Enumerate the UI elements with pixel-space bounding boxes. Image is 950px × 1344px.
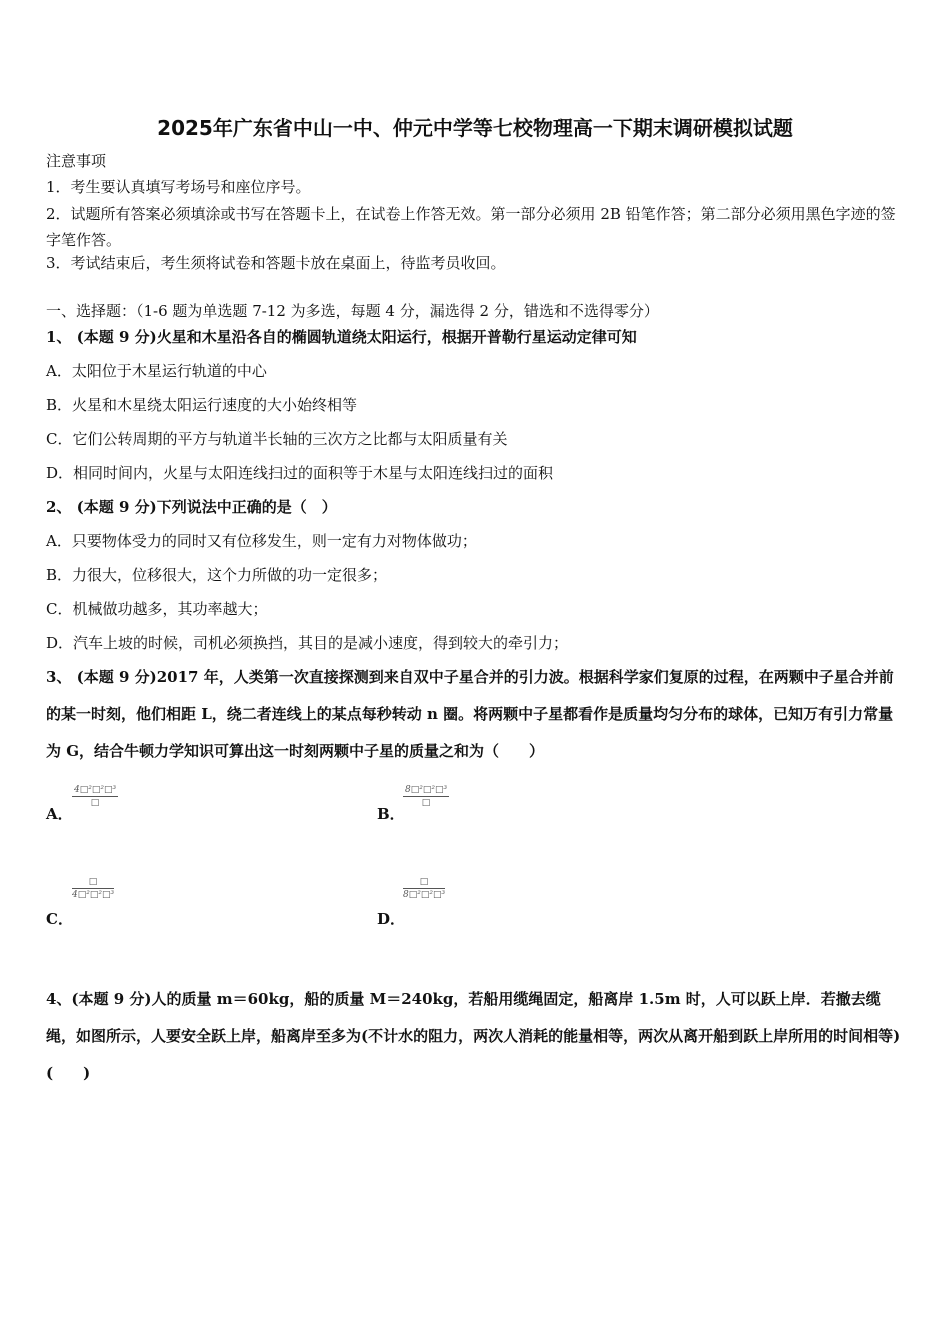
question-1-stem: 1、 (本题 9 分)火星和木星沿各自的椭圆轨道绕太阳运行，根据开普勒行星运动定律可知 [46, 328, 637, 346]
question-3-option-a-formula: 4□²□²□³ □ [74, 785, 117, 808]
question-3-option-a-label: A． [46, 805, 73, 823]
question-3-option-d-label: D． [377, 910, 406, 928]
exam-title: 2025年广东省中山一中、仲元中学等七校物理高一下期末调研模拟试题 [157, 116, 793, 140]
note-item: 2．试题所有答案必须填涂或书写在答题卡上，在试卷上作答无效。第一部分必须用 2B 铅笔作答；第二部分必须用黑色字迹的签字笔作答。 [46, 205, 896, 249]
question-1-option-b: B．火星和木星绕太阳运行速度的大小始终相等 [46, 396, 358, 414]
question-2-option-d: D．汽车上坡的时候，司机必须换挡，其目的是减小速度，得到较大的牵引力； [46, 634, 569, 652]
question-3-stem: 3、 (本题 9 分)2017 年，人类第一次直接探测到来自双中子星合并的引力波。根据科学家们复原的过程，在两颗中子星合并前的某一时刻，他们相距 L，绕二者连线上的某点每秒转动 n 圈。将两颗中子星都看作是质量均匀分布的球体，已知万有引力常量为 G，结合牛顿力学知识可算出这一时刻两颗中子星的质量之和为（ ） [46, 668, 894, 760]
question-3-option-c-label: C． [46, 910, 73, 928]
question-1-option-d: D．相同时间内，火星与太阳连线扫过的面积等于木星与太阳连线扫过的面积 [46, 464, 554, 482]
question-2-option-a: A．只要物体受力的同时又有位移发生，则一定有力对物体做功； [46, 532, 477, 550]
question-4-stem: 4、(本题 9 分)人的质量 m＝60kg，船的质量 M＝240kg，若船用缆绳固定，船离岸 1.5m 时，人可以跃上岸．若撤去缆绳，如图所示，人要安全跃上岸，船离岸至多为(不计水的阻力，两次人消耗的能量相等，两次从离开船到跃上岸所用的时间相等)( ) [46, 990, 901, 1082]
question-2-option-b: B．力很大，位移很大，这个力所做的功一定很多； [46, 566, 388, 584]
question-1-option-a: A．太阳位于木星运行轨道的中心 [46, 362, 267, 380]
question-1-option-c: C．它们公转周期的平方与轨道半长轴的三次方之比都与太阳质量有关 [46, 430, 508, 448]
note-item: 1．考生要认真填写考场号和座位序号。 [46, 178, 311, 196]
question-3-option-c-formula: □ 4□²□²□³ [72, 877, 115, 900]
question-2-option-c: C．机械做功越多，其功率越大； [46, 600, 268, 618]
question-3-option-d-formula: □ 8□²□²□³ [403, 877, 446, 900]
section-heading: 一、选择题：（1-6 题为单选题 7-12 为多选，每题 4 分，漏选得 2 分，错选和不选得零分） [46, 302, 659, 320]
note-item: 3．考试结束后，考生须将试卷和答题卡放在桌面上，待监考员收回。 [46, 254, 506, 272]
question-2-stem: 2、 (本题 9 分)下列说法中正确的是（ ） [46, 498, 337, 516]
question-3-option-b-label: B． [377, 805, 405, 823]
question-3-option-b-formula: 8□²□²□³ □ [405, 785, 448, 808]
notes-heading: 注意事项 [46, 152, 107, 170]
